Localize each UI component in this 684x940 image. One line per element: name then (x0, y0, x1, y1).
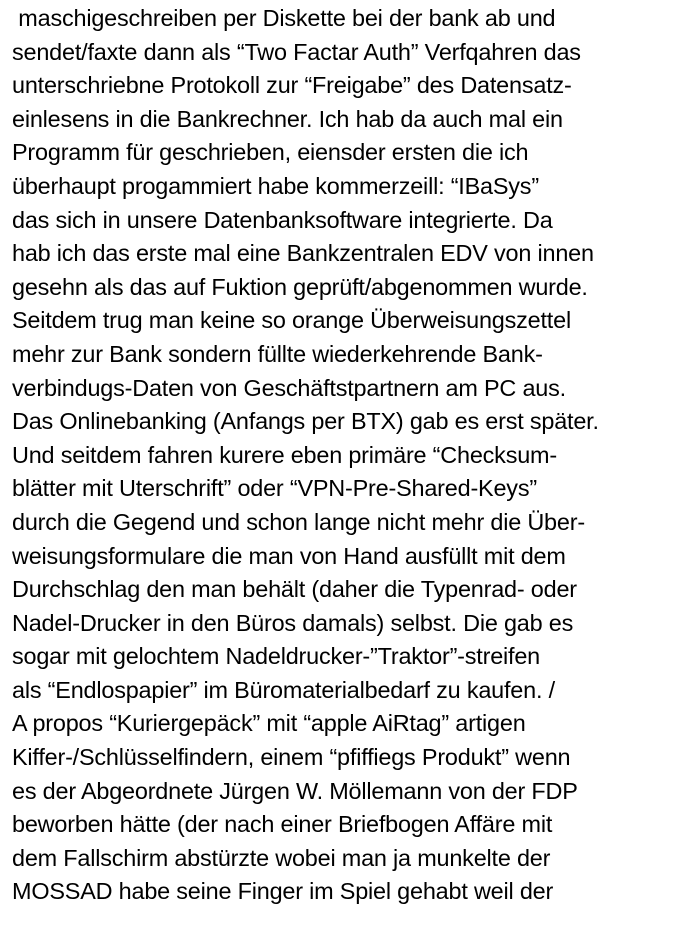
text-line: verbindugs-Daten von Geschäftstpartnern am PC aus. (12, 374, 566, 401)
text-line: es der Abgeordnete Jürgen W. Möllemann von der FDP (12, 777, 578, 804)
text-line: blätter mit Uterschrift” oder “VPN-Pre-Shared-Keys” (12, 475, 537, 502)
text-line: mehr zur Bank sondern füllte wiederkehrende Bank- (12, 340, 543, 367)
text-line: Kiffer-/Schlüsselfindern, einem “pfiffiegs Produkt” wenn (12, 744, 571, 771)
text-line: maschigeschreiben per Diskette bei der bank ab und (12, 5, 556, 31)
text-line: Das Onlinebanking (Anfangs per BTX) gab es erst später. (12, 408, 599, 435)
text-line: Programm für geschrieben, eiensder ersten die ich (12, 139, 529, 166)
text-line: beworben hätte (der nach einer Briefbogen Affäre mit (12, 811, 553, 838)
text-line: Durchschlag den man behält (daher die Typenrad- oder (12, 576, 577, 603)
text-line: das sich in unsere Datenbanksoftware integrierte. Da (12, 206, 553, 233)
text-line: überhaupt progammiert habe kommerzeill: “IBaSys” (12, 172, 539, 199)
text-line: durch die Gegend und schon lange nicht mehr die Über- (12, 508, 585, 535)
text-line: weisungsformulare die man von Hand ausfüllt mit dem (12, 542, 566, 569)
text-line: Nadel-Drucker in den Büros damals) selbst. Die gab es (12, 609, 574, 636)
text-line: sogar mit gelochtem Nadeldrucker-”Traktor”-streifen (12, 643, 541, 670)
text-line: A propos “Kuriergepäck” mit “apple AiRtag” artigen (12, 710, 526, 737)
text-line: Seitdem trug man keine so orange Überweisungszettel (12, 307, 571, 334)
text-line: gesehn als das auf Fuktion geprüft/abgenommen wurde. (12, 273, 588, 300)
text-line: dem Fallschirm abstürzte wobei man ja munkelte der (12, 844, 551, 871)
text-line: sendet/faxte dann als “Two Factar Auth” Verfqahren das (12, 38, 581, 65)
text-line: einlesens in die Bankrechner. Ich hab da auch mal ein (12, 105, 563, 132)
text-line: unterschriebne Protokoll zur “Freigabe” des Datensatz- (12, 72, 572, 99)
text-line: als “Endlospapier” im Büromaterialbedarf zu kaufen. / (12, 676, 555, 703)
text-line: Und seitdem fahren kurere eben primäre “Checksum- (12, 441, 557, 468)
text-line: MOSSAD habe seine Finger im Spiel gehabt weil der (12, 878, 554, 905)
body-text (12, 2, 680, 909)
text-line: hab ich das erste mal eine Bankzentralen EDV von innen (12, 240, 594, 267)
